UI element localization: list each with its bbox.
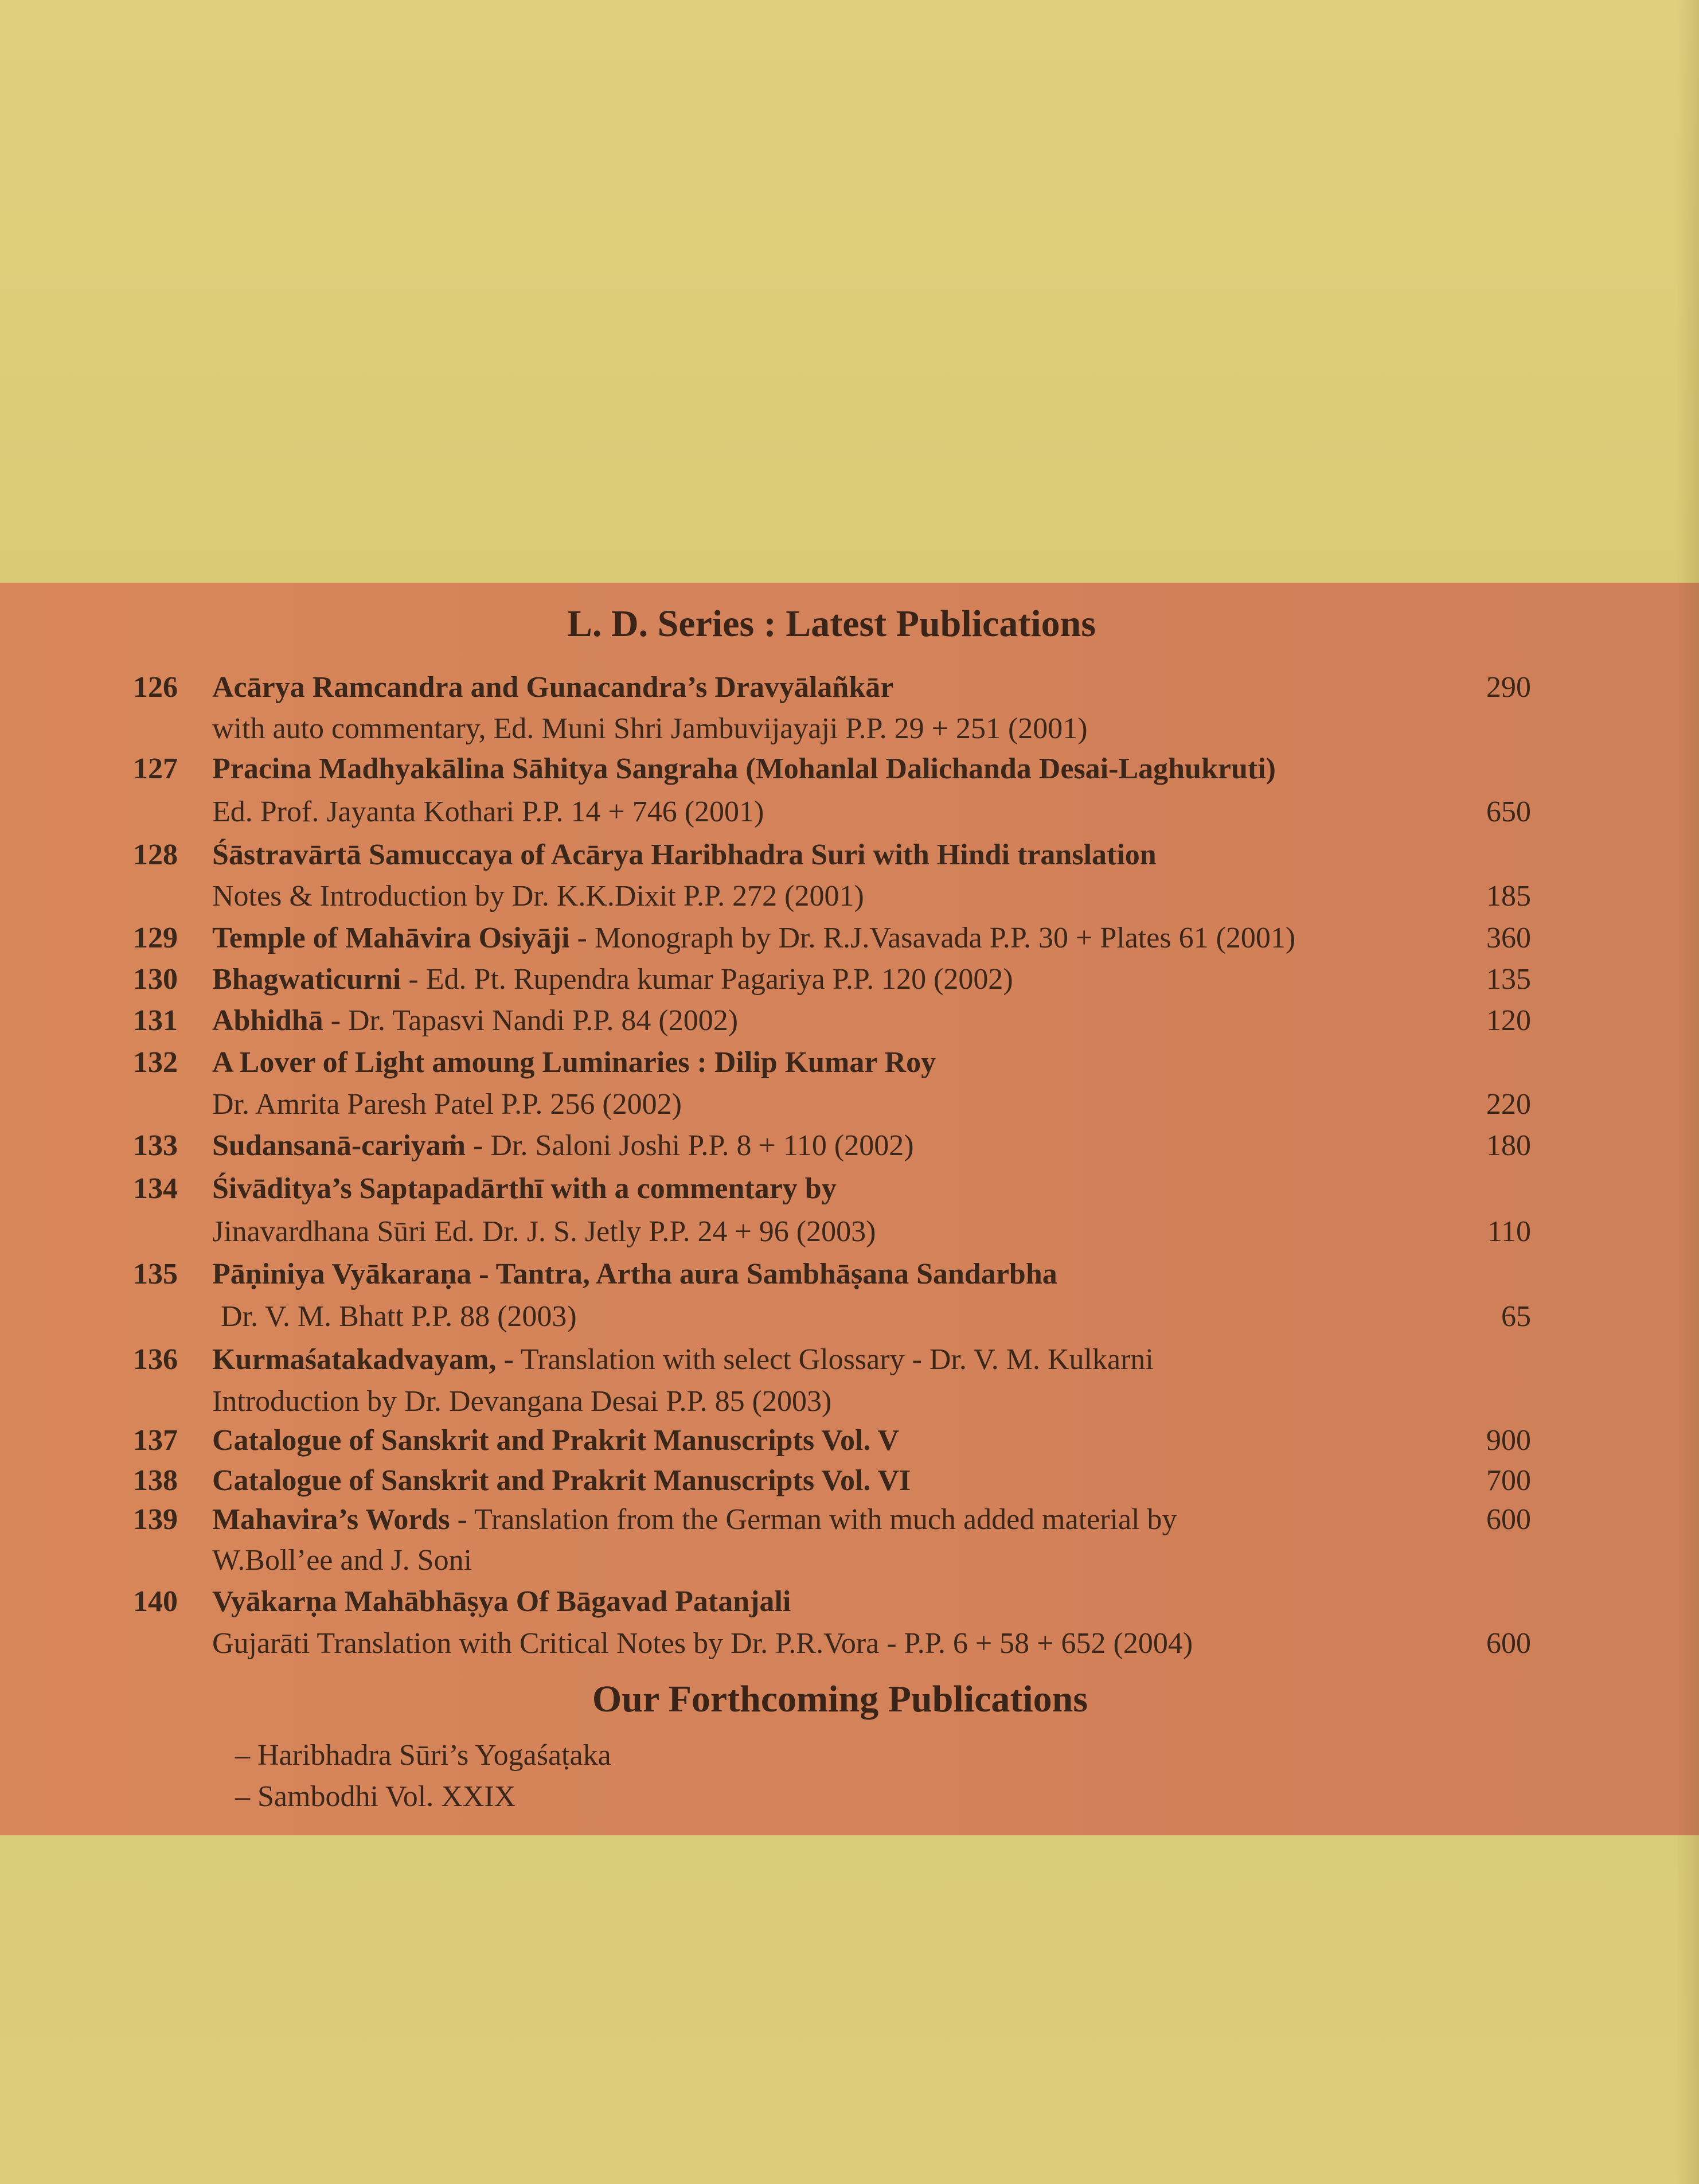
publication-title: Abhidhā [212, 1004, 323, 1037]
publication-price: 600 [1486, 1503, 1531, 1536]
publication-details: - Dr. Tapasvi Nandi P.P. 84 (2002) [323, 1004, 739, 1037]
publication-details: Dr. V. M. Bhatt P.P. 88 (2003) [221, 1300, 577, 1333]
publication-140-line1 [0, 1581, 1699, 1623]
publication-details: with auto commentary, Ed. Muni Shri Jambuvijayaji P.P. 29 + 251 (2001) [212, 712, 1088, 745]
publication-price: 220 [1486, 1088, 1531, 1121]
publication-details: Translation with select Glossary - Dr. V. M. Kulkarni [513, 1343, 1154, 1376]
publication-136-line1 [0, 1339, 1699, 1380]
publication-title: Temple of Mahāvira Osiyāji [212, 922, 570, 954]
publication-details: - Translation from the German with much added material by [450, 1503, 1177, 1536]
publication-128-line2 [0, 876, 1699, 917]
publication-title: Catalogue of Sanskrit and Prakrit Manuscripts Vol. VI [212, 1464, 911, 1497]
cover-bottom-area [0, 1835, 1699, 2184]
publication-title: Pracina Madhyakālina Sāhitya Sangraha (Mohanlal Dalichanda Desai-Laghukruti) [212, 752, 1276, 785]
publication-number: 132 [133, 1046, 178, 1079]
forthcoming-item: – Haribhadra Sūri’s Yogaśaṭaka [235, 1739, 611, 1772]
publication-135-line1 [0, 1254, 1699, 1295]
publication-title: Śivāditya’s Saptapadārthī with a commentary by [212, 1172, 837, 1205]
publication-details: - Ed. Pt. Rupendra kumar Pagariya P.P. 120 (2002) [401, 963, 1013, 996]
publication-details: Gujarāti Translation with Critical Notes by Dr. P.R.Vora - P.P. 6 + 58 + 652 (2004) [212, 1627, 1193, 1660]
publication-140-line2 [0, 1623, 1699, 1664]
publication-136-line2 [0, 1381, 1699, 1422]
publication-title: Pāṇiniya Vyākaraṇa - Tantra, Artha aura Sambhāṣana Sandarbha [212, 1258, 1057, 1290]
publication-title: A Lover of Light amoung Luminaries : Dilip Kumar Roy [212, 1046, 936, 1079]
publication-details: Introduction by Dr. Devangana Desai P.P. 85 (2003) [212, 1385, 832, 1418]
publication-details: - Monograph by Dr. R.J.Vasavada P.P. 30 + Plates 61 (2001) [569, 922, 1296, 954]
publication-title: Śāstravārtā Samuccaya of Acārya Haribhadra Suri with Hindi translation [212, 838, 1157, 871]
publication-price: 700 [1486, 1464, 1531, 1497]
publication-details: Jinavardhana Sūri Ed. Dr. J. S. Jetly P.P. 24 + 96 (2003) [212, 1215, 876, 1248]
forthcoming-heading: Our Forthcoming Publications [592, 1678, 1088, 1720]
publication-number: 140 [133, 1585, 178, 1618]
publication-127-line1 [0, 748, 1699, 790]
publication-price: 110 [1487, 1215, 1531, 1248]
publication-title: Mahavira’s Words [212, 1503, 450, 1536]
publication-price: 180 [1486, 1129, 1531, 1162]
publication-132-line2 [0, 1084, 1699, 1125]
publication-price: 65 [1501, 1300, 1531, 1333]
publication-133-line [0, 1125, 1699, 1167]
publication-details: Ed. Prof. Jayanta Kothari P.P. 14 + 746 (2001) [212, 795, 764, 828]
publication-title: Catalogue of Sanskrit and Prakrit Manuscripts Vol. V [212, 1424, 900, 1457]
publication-price: 135 [1486, 963, 1531, 996]
publication-128-line1 [0, 834, 1699, 876]
publication-price: 185 [1486, 880, 1531, 912]
publication-title: Kurmaśatakadvayam, - [212, 1343, 514, 1376]
publication-130-line [0, 959, 1699, 1000]
publication-number: 135 [133, 1258, 178, 1290]
publication-number: 127 [133, 752, 178, 785]
publication-129-line [0, 918, 1699, 959]
publication-title: Sudansanā-cariyaṁ [212, 1129, 466, 1162]
publication-126-line1 [0, 667, 1699, 708]
publication-137-line [0, 1420, 1699, 1461]
publication-number: 136 [133, 1343, 178, 1376]
publication-139-line1 [0, 1499, 1699, 1540]
cover-top-area [0, 0, 1699, 583]
publication-details: Dr. Amrita Paresh Patel P.P. 256 (2002) [212, 1088, 682, 1121]
publication-details: Notes & Introduction by Dr. K.K.Dixit P.P. 272 (2001) [212, 880, 864, 912]
publication-title: Acārya Ramcandra and Gunacandra’s Dravyālañkār [212, 671, 894, 704]
publication-139-line2 [0, 1540, 1699, 1581]
publication-134-line1 [0, 1168, 1699, 1210]
publication-126-line2 [0, 708, 1699, 750]
publication-price: 600 [1486, 1627, 1531, 1660]
publication-price: 900 [1486, 1424, 1531, 1457]
series-heading: L. D. Series : Latest Publications [567, 603, 1096, 645]
publication-number: 128 [133, 838, 178, 871]
publication-138-line [0, 1460, 1699, 1502]
forthcoming-item: – Sambodhi Vol. XXIX [235, 1780, 516, 1813]
publication-details: W.Boll’ee and J. Soni [212, 1544, 472, 1577]
publication-number: 133 [133, 1129, 178, 1162]
publication-price: 650 [1486, 795, 1531, 828]
publication-price: 120 [1486, 1004, 1531, 1037]
publication-number: 139 [133, 1503, 178, 1536]
publication-number: 138 [133, 1464, 178, 1497]
publication-price: 360 [1486, 922, 1531, 954]
publication-number: 137 [133, 1424, 178, 1457]
publication-number: 126 [133, 671, 178, 704]
publication-title: Vyākarṇa Mahābhāṣya Of Bāgavad Patanjali [212, 1585, 791, 1618]
publication-number: 129 [133, 922, 178, 954]
publication-127-line2 [0, 791, 1699, 833]
publication-135-line2 [0, 1296, 1699, 1337]
publication-number: 130 [133, 963, 178, 996]
publication-details: - Dr. Saloni Joshi P.P. 8 + 110 (2002) [466, 1129, 914, 1162]
publication-131-line [0, 1000, 1699, 1042]
publication-title: Bhagwaticurni [212, 963, 401, 996]
publication-number: 131 [133, 1004, 178, 1037]
publication-number: 134 [133, 1172, 178, 1205]
publication-134-line2 [0, 1211, 1699, 1253]
publication-132-line1 [0, 1042, 1699, 1083]
publication-price: 290 [1486, 671, 1531, 704]
